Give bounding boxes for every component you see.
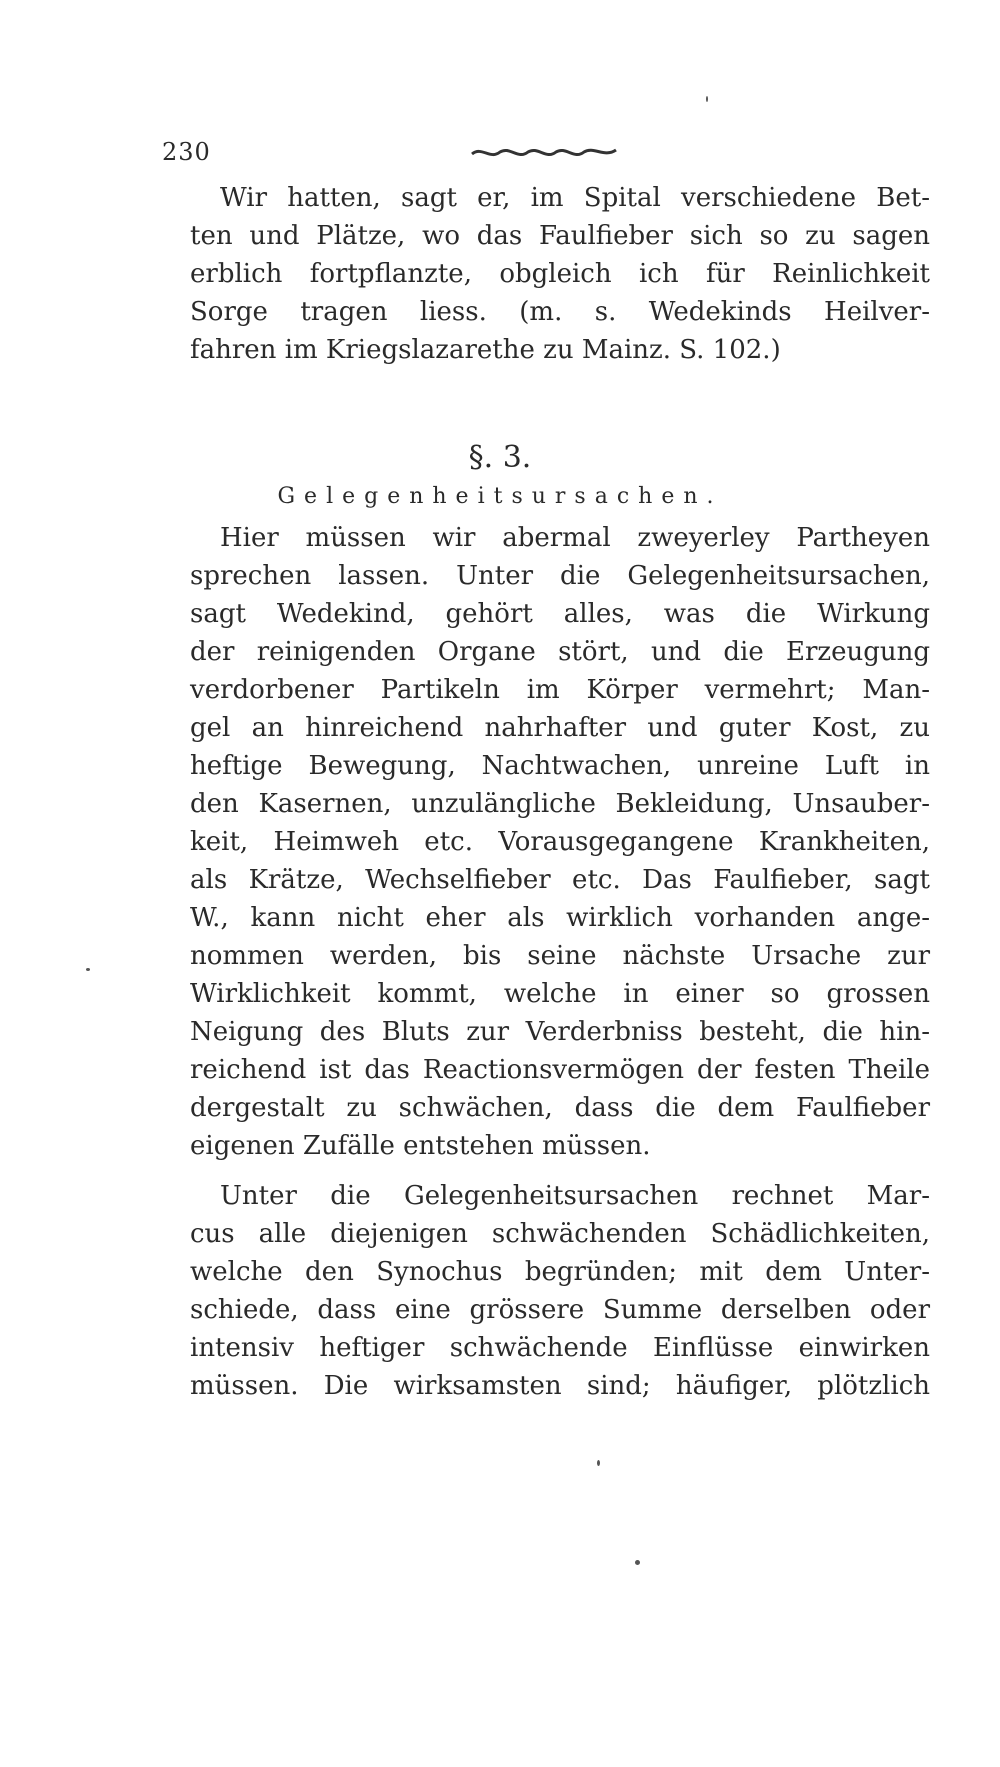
speck — [706, 96, 708, 102]
text-line: sagt Wedekind, gehört alles, was die Wirkung — [190, 599, 930, 629]
text-line: intensiv heftiger schwächende Einflüsse einwirken — [190, 1333, 930, 1363]
text-line: erblich fortpflanzte, obgleich ich für Reinlichkeit — [190, 259, 930, 289]
text-line: müssen. Die wirksamsten sind; häufiger, plötzlich — [190, 1371, 930, 1401]
text-line: verdorbener Partikeln im Körper vermehrt; Man- — [190, 675, 930, 705]
speck — [86, 968, 90, 971]
text-line: sprechen lassen. Unter die Gelegenheitsursachen, — [190, 561, 930, 591]
text-line: Unter die Gelegenheitsursachen rechnet Mar- — [220, 1181, 930, 1211]
section-heading: Gelegenheitsursachen. — [277, 484, 723, 509]
text-line: Neigung des Bluts zur Verderbniss besteht, die hin- — [190, 1017, 930, 1047]
text-line: Wir hatten, sagt er, im Spital verschiedene Bet- — [220, 183, 930, 213]
text-line: eigenen Zufälle entstehen müssen. — [190, 1131, 651, 1161]
text-line: Wirklichkeit kommt, welche in einer so grossen — [190, 979, 930, 1009]
text-line: welche den Synochus begründen; mit dem Unter- — [190, 1257, 930, 1287]
text-line: Hier müssen wir abermal zweyerley Partheyen — [220, 523, 930, 553]
text-line: der reinigenden Organe stört, und die Erzeugung — [190, 637, 930, 667]
text-line: cus alle diejenigen schwächenden Schädlichkeiten, — [190, 1219, 930, 1249]
text-line: ten und Plätze, wo das Faulfieber sich so zu sagen — [190, 221, 930, 251]
text-line: Sorge tragen liess. (m. s. Wedekinds Heilver- — [190, 297, 930, 327]
text-line: reichend ist das Reactionsvermögen der festen Theile — [190, 1055, 930, 1085]
text-line: heftige Bewegung, Nachtwachen, unreine Luft in — [190, 751, 930, 781]
text-line: schiede, dass eine grössere Summe derselben oder — [190, 1295, 930, 1325]
speck — [597, 1460, 600, 1466]
text-line: W., kann nicht eher als wirklich vorhanden ange- — [190, 903, 930, 933]
text-line: keit, Heimweh etc. Vorausgegangene Krankheiten, — [190, 827, 930, 857]
speck — [635, 1560, 640, 1565]
section-mark: §. 3. — [468, 440, 532, 475]
text-line: als Krätze, Wechselfieber etc. Das Faulfieber, sagt — [190, 865, 930, 895]
text-line: dergestalt zu schwächen, dass die dem Faulfieber — [190, 1093, 930, 1123]
text-line: nommen werden, bis seine nächste Ursache zur — [190, 941, 930, 971]
text-line: den Kasernen, unzulängliche Bekleidung, Unsauber- — [190, 789, 930, 819]
text-line: gel an hinreichend nahrhafter und guter Kost, zu — [190, 713, 930, 743]
text-line: fahren im Kriegslazarethe zu Mainz. S. 102.) — [190, 335, 781, 365]
page-number: 230 — [162, 138, 211, 166]
header-ornament-icon — [470, 142, 620, 162]
